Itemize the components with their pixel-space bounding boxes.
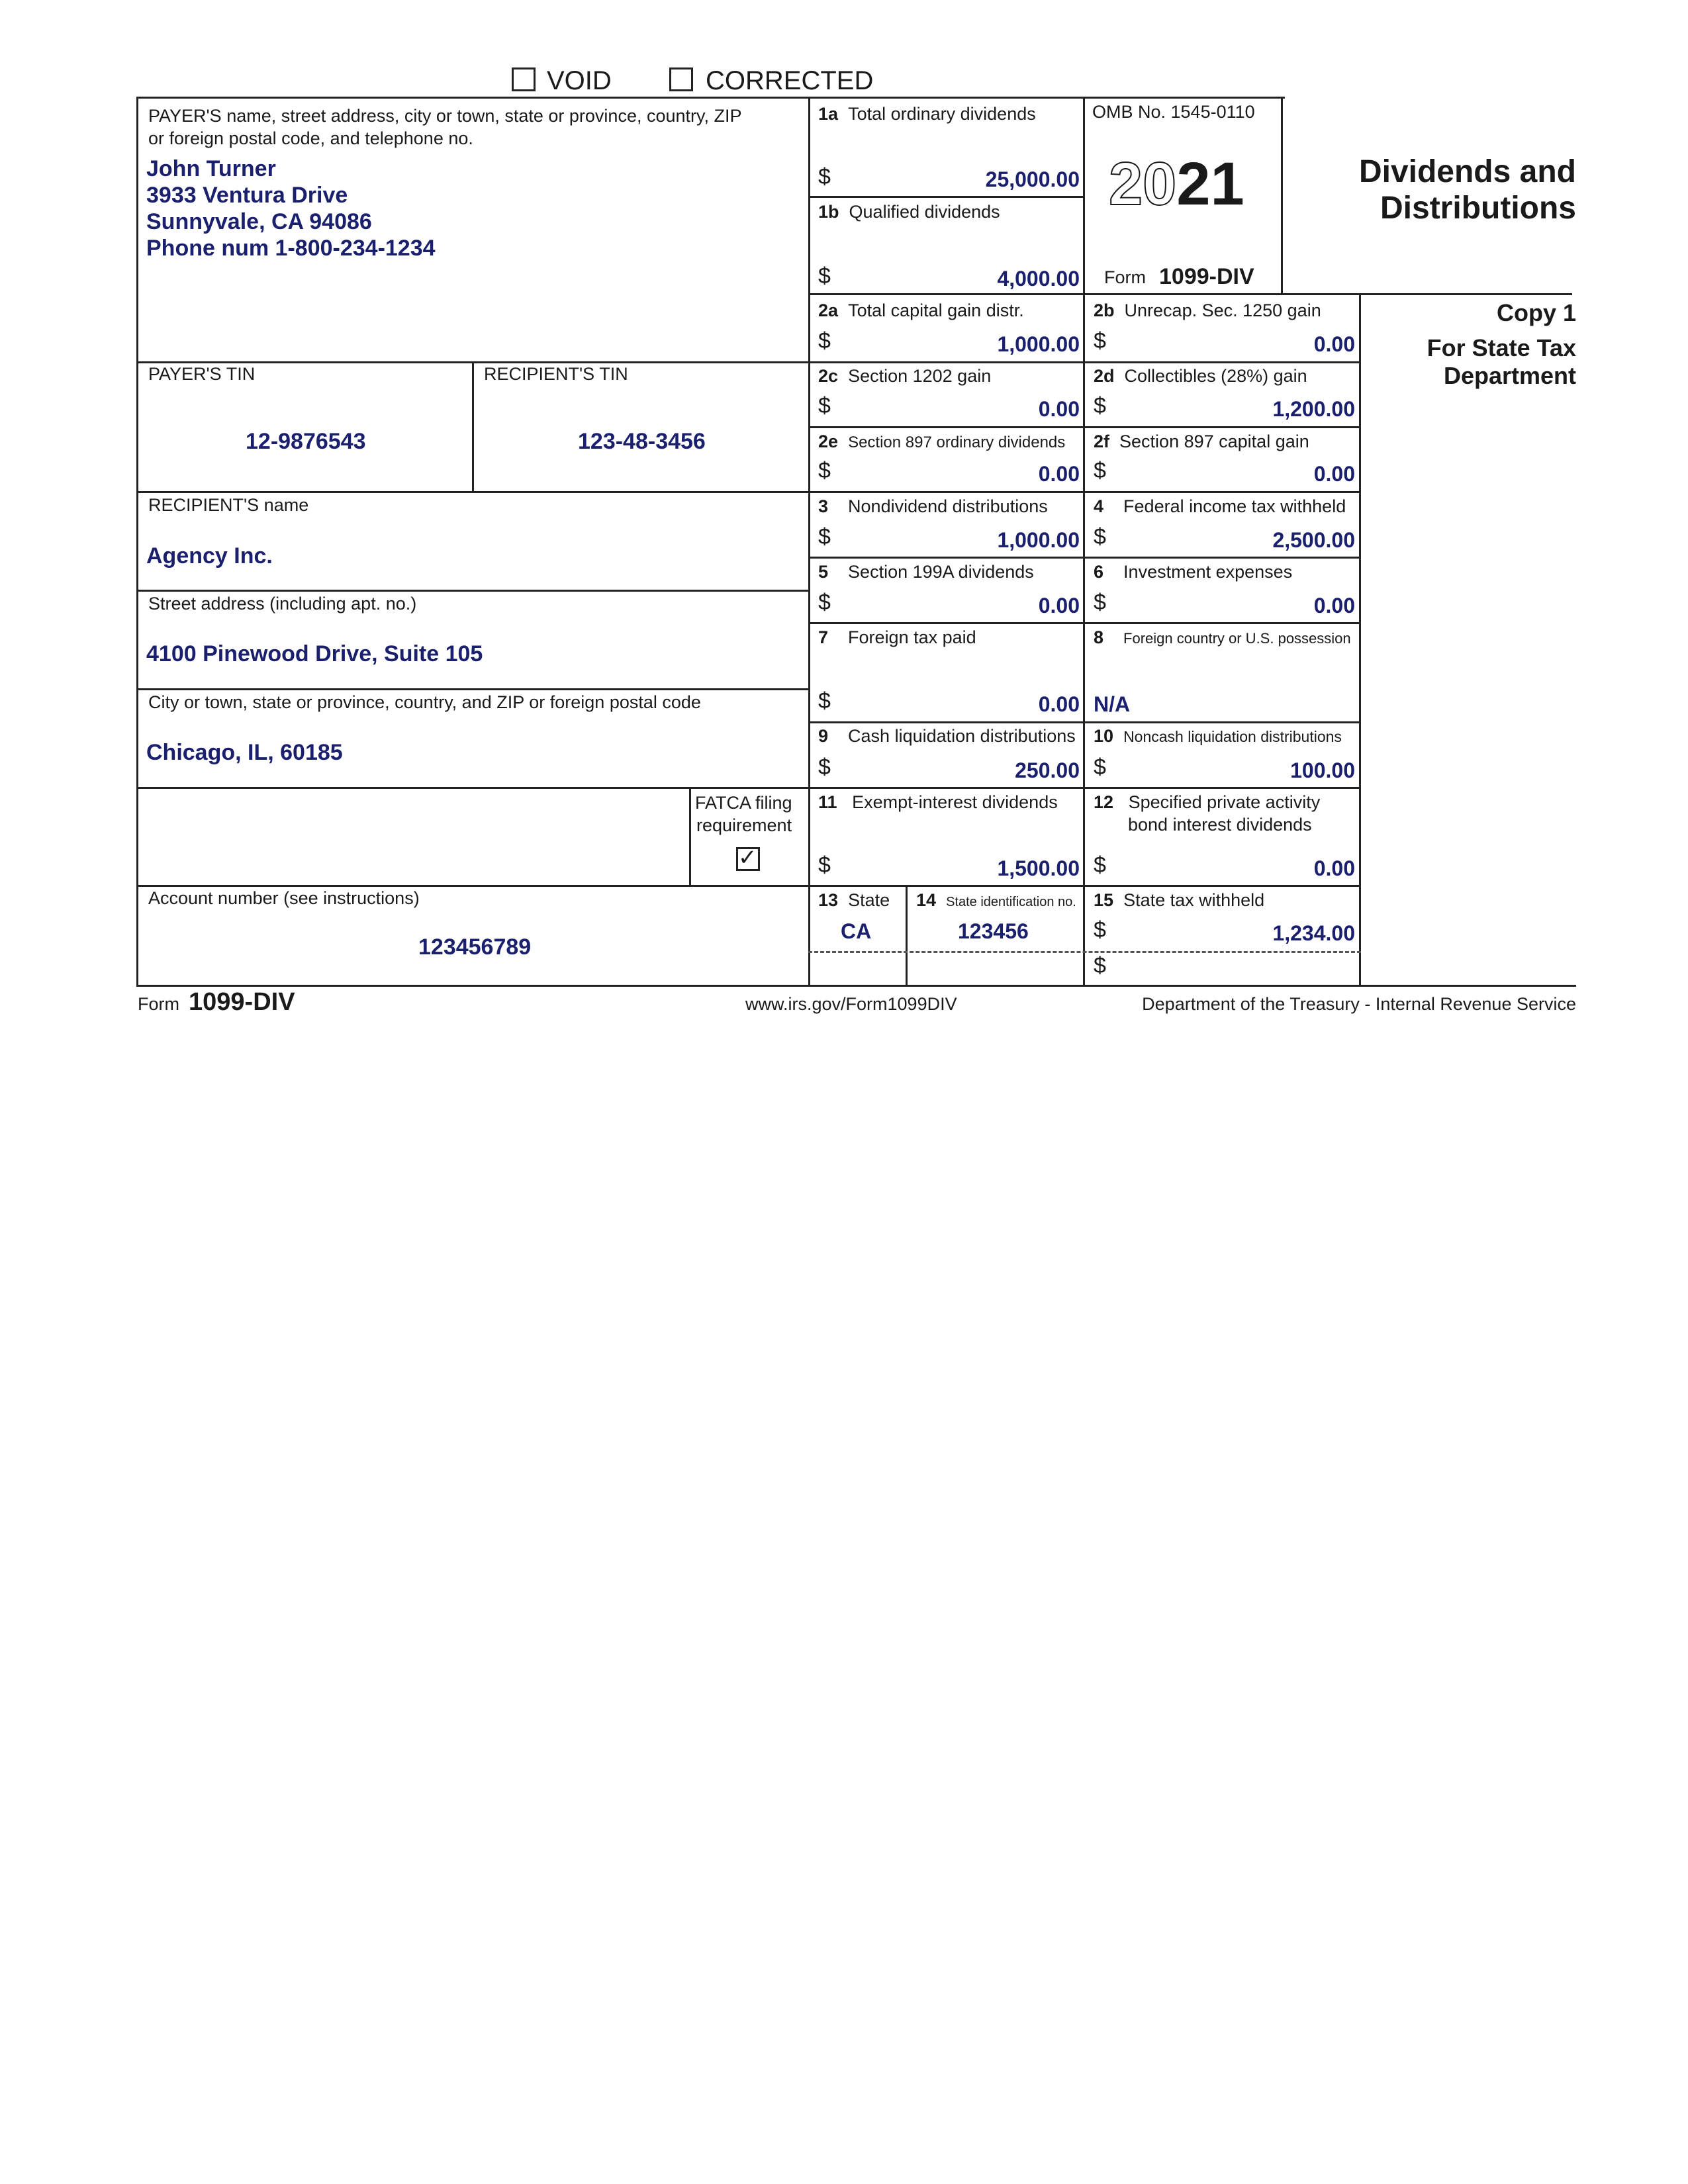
box-13-label: 13 State [818, 890, 890, 910]
payer-phone: Phone num 1-800-234-1234 [146, 236, 436, 261]
fatca-label: FATCA filing [695, 793, 792, 813]
payer-city: Sunnyvale, CA 94086 [146, 209, 372, 234]
currency-sign: $ [1094, 953, 1106, 978]
box-11-label: 11 Exempt-interest dividends [818, 792, 1058, 812]
box-1a-label: 1a Total ordinary dividends [818, 104, 1036, 124]
payer-tin-value: 12-9876543 [246, 429, 366, 454]
box-12-value[interactable]: 0.00 [1313, 856, 1355, 880]
payer-label: PAYER'S name, street address, city or town, state or province, country, ZIP [148, 106, 742, 126]
currency-sign: $ [1094, 458, 1106, 483]
title-line-2: Distributions [1380, 191, 1576, 226]
account-label: Account number (see instructions) [148, 888, 420, 908]
omb-form-prefix: Form [1104, 267, 1146, 287]
box-15-label: 15 State tax withheld [1094, 890, 1265, 910]
currency-sign: $ [818, 852, 831, 878]
void-label: VOID [547, 66, 612, 95]
copy-line-2: Department [1443, 361, 1576, 389]
copy-info [1427, 299, 1576, 389]
box-2d-label: 2d Collectibles (28%) gain [1094, 366, 1307, 386]
box-9-label: 9 Cash liquidation distributions [818, 726, 1076, 746]
box-6-label: 6 Investment expenses [1094, 562, 1293, 582]
box-2c-value[interactable]: 0.00 [1038, 397, 1080, 421]
currency-sign: $ [818, 263, 831, 289]
currency-sign: $ [1094, 852, 1106, 878]
fatca-label-2: requirement [696, 815, 792, 835]
corrected-checkbox[interactable] [669, 68, 693, 91]
box-1b-label: 1b Qualified dividends [818, 202, 1000, 222]
box-1a-value[interactable]: 25,000.00 [985, 167, 1080, 191]
box-3-label: 3 Nondividend distributions [818, 496, 1048, 516]
box-6-value[interactable]: 0.00 [1313, 594, 1355, 617]
currency-sign: $ [1094, 917, 1106, 942]
box-8-value[interactable]: N/A [1094, 692, 1131, 716]
footer-url: www.irs.gov/Form1099DIV [745, 994, 957, 1014]
box-8-label: 8 Foreign country or U.S. possession [1094, 627, 1351, 647]
currency-sign: $ [818, 590, 831, 615]
recipient-street: 4100 Pinewood Drive, Suite 105 [146, 641, 483, 666]
currency-sign: $ [818, 164, 831, 189]
currency-sign: $ [1094, 590, 1106, 615]
box-12-label: 12 Specified private activity [1094, 792, 1321, 812]
corrected-label: CORRECTED [706, 66, 874, 95]
recipient-street-label: Street address (including apt. no.) [148, 594, 417, 614]
box-5-label: 5 Section 199A dividends [818, 562, 1034, 582]
box-7-value[interactable]: 0.00 [1038, 692, 1080, 716]
box-12-label-2: bond interest dividends [1128, 815, 1312, 835]
box-5-value[interactable]: 0.00 [1038, 594, 1080, 617]
box-2b-label: 2b Unrecap. Sec. 1250 gain [1094, 300, 1321, 320]
box-9-value[interactable]: 250.00 [1015, 758, 1080, 782]
omb-form-name: 1099-DIV [1159, 264, 1254, 289]
account-value: 123456789 [418, 934, 532, 960]
box-14-label: 14 State identification no. [916, 890, 1076, 910]
footer-form-prefix: Form [138, 994, 179, 1014]
copy-line-1: For State Tax [1427, 334, 1576, 362]
box-13-value[interactable]: CA [841, 919, 872, 943]
currency-sign: $ [1094, 754, 1106, 780]
box-10-label: 10 Noncash liquidation distributions [1094, 726, 1342, 746]
box-2e-label: 2e Section 897 ordinary dividends [818, 432, 1066, 451]
box-1b-value[interactable]: 4,000.00 [997, 267, 1080, 291]
box-4-value[interactable]: 2,500.00 [1272, 528, 1355, 552]
currency-sign: $ [818, 328, 831, 353]
currency-sign: $ [818, 458, 831, 483]
box-2f-label: 2f Section 897 capital gain [1094, 432, 1309, 451]
box-2b-value[interactable]: 0.00 [1313, 332, 1355, 356]
box-2c-label: 2c Section 1202 gain [818, 366, 992, 386]
recipient-name: Agency Inc. [146, 543, 273, 569]
box-2a-value[interactable]: 1,000.00 [997, 332, 1080, 356]
box-2a-label: 2a Total capital gain distr. [818, 300, 1024, 320]
recipient-tin-label: RECIPIENT'S TIN [484, 364, 628, 384]
box-3-value[interactable]: 1,000.00 [997, 528, 1080, 552]
copy-title: Copy 1 [1496, 299, 1576, 326]
currency-sign: $ [1094, 393, 1106, 418]
currency-sign: $ [818, 754, 831, 780]
currency-sign: $ [818, 524, 831, 549]
box-10-value[interactable]: 100.00 [1290, 758, 1355, 782]
box-14-value[interactable]: 123456 [958, 919, 1029, 943]
form-title [1359, 154, 1576, 226]
tax-year-bold: 21 [1176, 150, 1244, 218]
currency-sign: $ [818, 393, 831, 418]
payer-name: John Turner [146, 156, 276, 181]
footer-form-name: 1099-DIV [189, 988, 295, 1016]
box-4-label: 4 Federal income tax withheld [1094, 496, 1346, 516]
void-checkbox[interactable] [512, 68, 536, 91]
recipient-city: Chicago, IL, 60185 [146, 740, 343, 765]
box-7-label: 7 Foreign tax paid [818, 627, 976, 647]
box-2f-value[interactable]: 0.00 [1313, 462, 1355, 486]
currency-sign: $ [818, 688, 831, 713]
title-line-1: Dividends and [1358, 154, 1576, 189]
payer-tin-label: PAYER'S TIN [148, 364, 256, 384]
currency-sign: $ [1094, 524, 1106, 549]
box-2d-value[interactable]: 1,200.00 [1272, 397, 1355, 421]
recipient-tin-value: 123-48-3456 [578, 429, 706, 454]
recipient-name-label: RECIPIENT'S name [148, 495, 309, 515]
footer-dept: Department of the Treasury - Internal Revenue Service [1142, 994, 1576, 1014]
payer-street: 3933 Ventura Drive [146, 183, 348, 208]
tax-year-outline: 20 [1109, 150, 1177, 218]
tax-year [1109, 150, 1244, 218]
box-2e-value[interactable]: 0.00 [1038, 462, 1080, 486]
box-15-value[interactable]: 1,234.00 [1272, 921, 1355, 945]
box-11-value[interactable]: 1,500.00 [997, 856, 1080, 880]
omb-number: OMB No. 1545-0110 [1092, 102, 1255, 122]
currency-sign: $ [1094, 328, 1106, 353]
recipient-city-label: City or town, state or province, country, and ZIP or foreign postal code [148, 692, 701, 712]
check-icon: ✓ [738, 845, 757, 870]
payer-label-2: or foreign postal code, and telephone no. [148, 128, 473, 148]
